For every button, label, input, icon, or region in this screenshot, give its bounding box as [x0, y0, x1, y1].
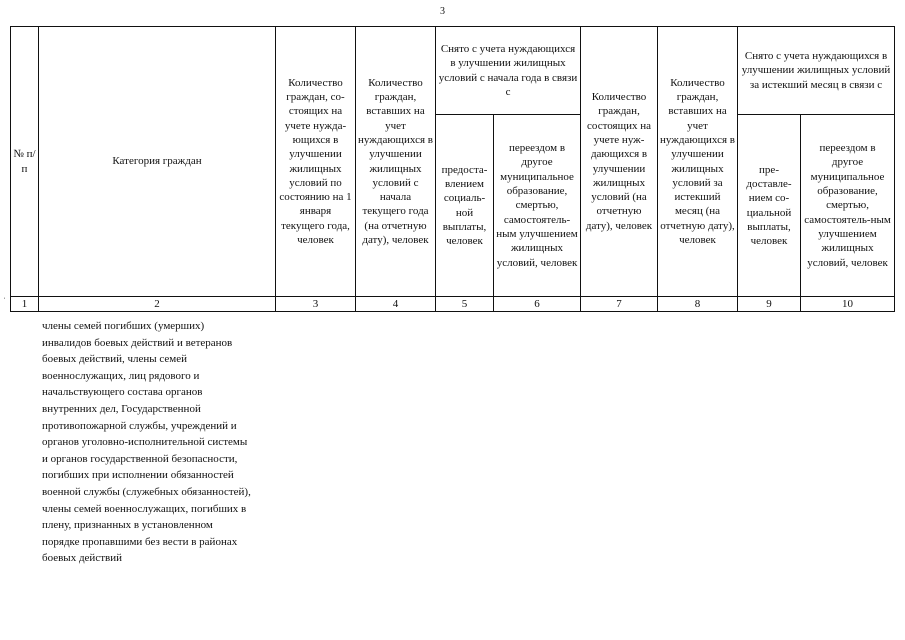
column-number: 7 — [581, 297, 658, 312]
statistics-table — [10, 26, 895, 312]
column-number: 9 — [738, 297, 801, 312]
column-number: 5 — [436, 297, 494, 312]
header-registered-since-start-of-year: Количество граждан, вставших на учет нуждающихся в улучшении жилищных условий с начала текущего года (на отчетную дату), человек — [356, 27, 436, 297]
header-registered-last-month: Количество граждан, вставших на учет нуждающихся в улучшении жилищных условий за истекший месяц (на отчетную дату), человек — [658, 27, 738, 297]
column-number: 1 — [11, 297, 39, 312]
header-registered-start-of-year: Количество граждан, со-стоящих на учете нужда-ющихся в улучшении жилищных условий по состоянию на 1 января текущего года, человек — [276, 27, 356, 297]
column-number: 4 — [356, 297, 436, 312]
header-removed-year-social-payment: предоста-влением социаль-ной выплаты, человек — [436, 115, 494, 297]
header-row-number: № п/п — [11, 27, 39, 297]
column-number: 6 — [494, 297, 581, 312]
header-category: Категория граждан — [39, 27, 276, 297]
column-number: 2 — [39, 297, 276, 312]
category-description: члены семей погибших (умерших) инвалидов боевых действий и ветеранов боевых действий, члены семей военнослужащих, лиц рядового и начальствующего состава органов внутренних дел, Государственной противопожарной службы, учреждений и органов уголовно-исполнительной системы и органов государственной безопасности, погибших при исполнении обязанностей военной службы (служебных обязанностей), члены семей военнослужащих, погибших в плену, признанных в установленном порядке пропавшими без вести в районах боевых действий — [42, 320, 251, 565]
header-removed-month-social-payment: пре-доставле-нием со-циальной выплаты, человек — [738, 115, 801, 297]
column-number: 8 — [658, 297, 738, 312]
page-number: 3 — [440, 6, 445, 17]
header-removed-year-other: переездом в другое муниципальное образование, смертью, самостоятель-ным улучшением жилищных условий, человек — [494, 115, 581, 297]
header-registered-on-report-date: Количество граждан, состоящих на учете нуж-дающихся в улучшении жилищных условий (на отчетную дату), человек — [581, 27, 658, 297]
header-removed-last-month: Снято с учета нуждающихся в улучшении жилищных условий за истекший месяц в связи с — [738, 27, 895, 115]
header-removed-since-start-of-year: Снято с учета нуждающихся в улучшении жилищных условий с начала года в связи с — [436, 27, 581, 115]
column-number: 10 — [801, 297, 895, 312]
header-removed-month-other: переездом в другое муниципальное образование, смертью, самостоятель-ным улучшением жилищных условий, человек — [801, 115, 895, 297]
margin-tick: ˈ — [3, 296, 6, 306]
column-number-row — [11, 297, 895, 312]
column-number: 3 — [276, 297, 356, 312]
